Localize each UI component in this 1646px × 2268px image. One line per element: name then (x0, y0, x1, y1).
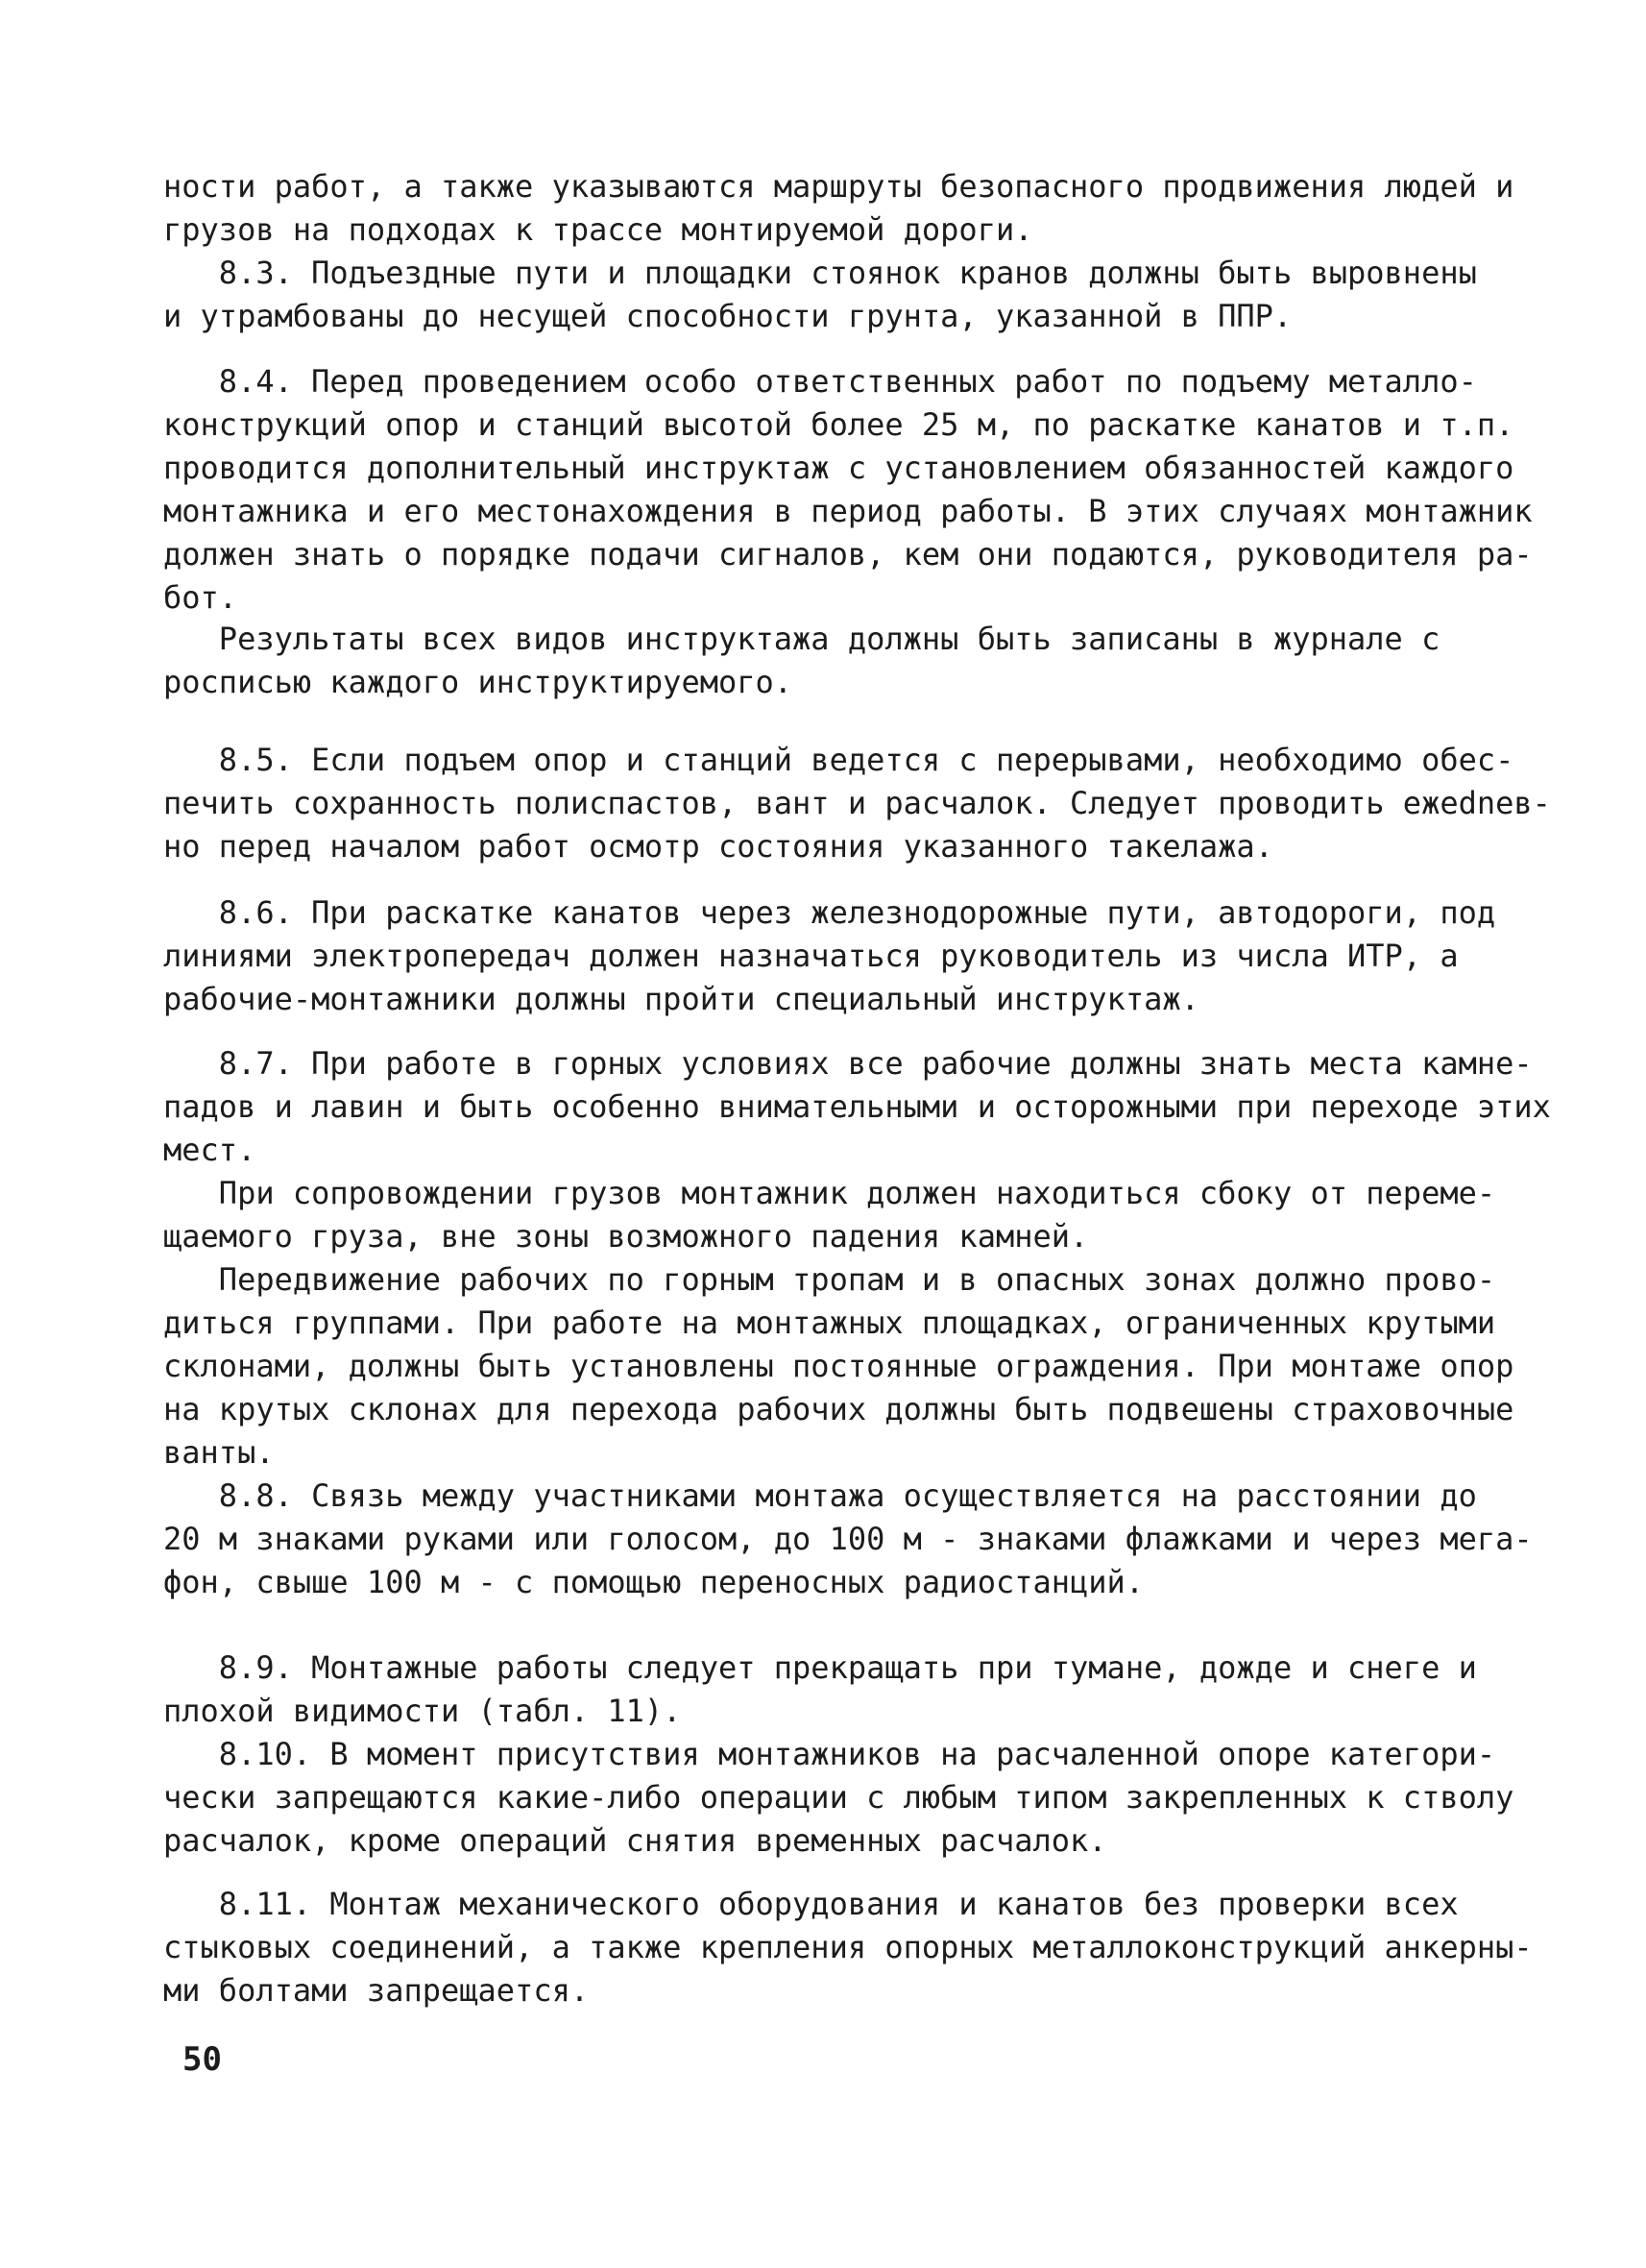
paragraph-8-4: 8.4. Перед проведением особо ответственных работ по подъему металло- конструкций опор и станций высотой более 25 м, по раскатке канатов и т.п. проводится дополнительный инструктаж с установлением обязанностей каждого монтажника и его местонахождения в период работы. В этих случаях монтажник должен знать о порядке подачи сигналов, кем они подаются, руководителя ра- бот. (163, 363, 1533, 616)
paragraph-8-7-cargo: При сопровождении грузов монтажник должен находиться сбоку от переме- щаемого груза, вне зоны возможного падения камней. (163, 1175, 1496, 1255)
paragraph-8-10: 8.10. В момент присутствия монтажников на расчаленной опоре категори- чески запрещаются какие-либо операции с любым типом закрепленных к стволу расчалок, кроме операций снятия временных расчалок. (163, 1736, 1514, 1859)
paragraph-8-11: 8.11. Монтаж механического оборудования и канатов без проверки всех стыковых соединений, а также крепления опорных металлоконструкций анкерны- ми болтами запрещается. (163, 1886, 1533, 2009)
page-number: 50 (182, 2040, 222, 2079)
paragraph-8-5: 8.5. Если подъем опор и станций ведется с перерывами, необходимо обес- печить сохранность полиспастов, вант и расчалок. Следует проводить ежednев- но перед началом работ осмотр состояния указанного такелажа. (163, 742, 1551, 865)
paragraph-intro-continuation: ности работ, а также указываются маршруты безопасного продвижения людей и грузов на подходах к трассе монтируемой дороги. (163, 168, 1514, 248)
paragraph-8-3: 8.3. Подъездные пути и площадки стоянок кранов должны быть выровнены и утрамбованы до несущей способности грунта, указанной в ППР. (163, 255, 1477, 334)
paragraph-8-8: 8.8. Связь между участниками монтажа осуществляется на расстоянии до 20 м знаками руками или голосом, до 100 м - знаками флажками и через мега- фон, свыше 100 м - с помощью переносных радиостанций. (163, 1477, 1533, 1600)
paragraph-8-7-movement: Передвижение рабочих по горным тропам и в опасных зонах должно прово- диться группами. При работе на монтажных площадках, ограниченных крутыми склонами, должны быть установлены постоянные ограждения. При монтаже опор на крутых склонах для перехода рабочих должны быть подвешены страховочные ванты. (163, 1261, 1514, 1471)
paragraph-8-6: 8.6. При раскатке канатов через железнодорожные пути, автодороги, под линиями электропередач должен назначаться руководитель из числа ИТР, а рабочие-монтажники должны пройти специальный инструктаж. (163, 894, 1496, 1017)
paragraph-8-4-results: Результаты всех видов инструктажа должны быть записаны в журнале с росписью каждого инструктируемого. (163, 621, 1440, 700)
paragraph-8-9: 8.9. Монтажные работы следует прекращать при тумане, дожде и снеге и плохой видимости (табл. 11). (163, 1649, 1477, 1729)
paragraph-8-7: 8.7. При работе в горных условиях все рабочие должны знать места камне- падов и лавин и быть особенно внимательными и осторожными при переходе этих мест. (163, 1045, 1551, 1168)
